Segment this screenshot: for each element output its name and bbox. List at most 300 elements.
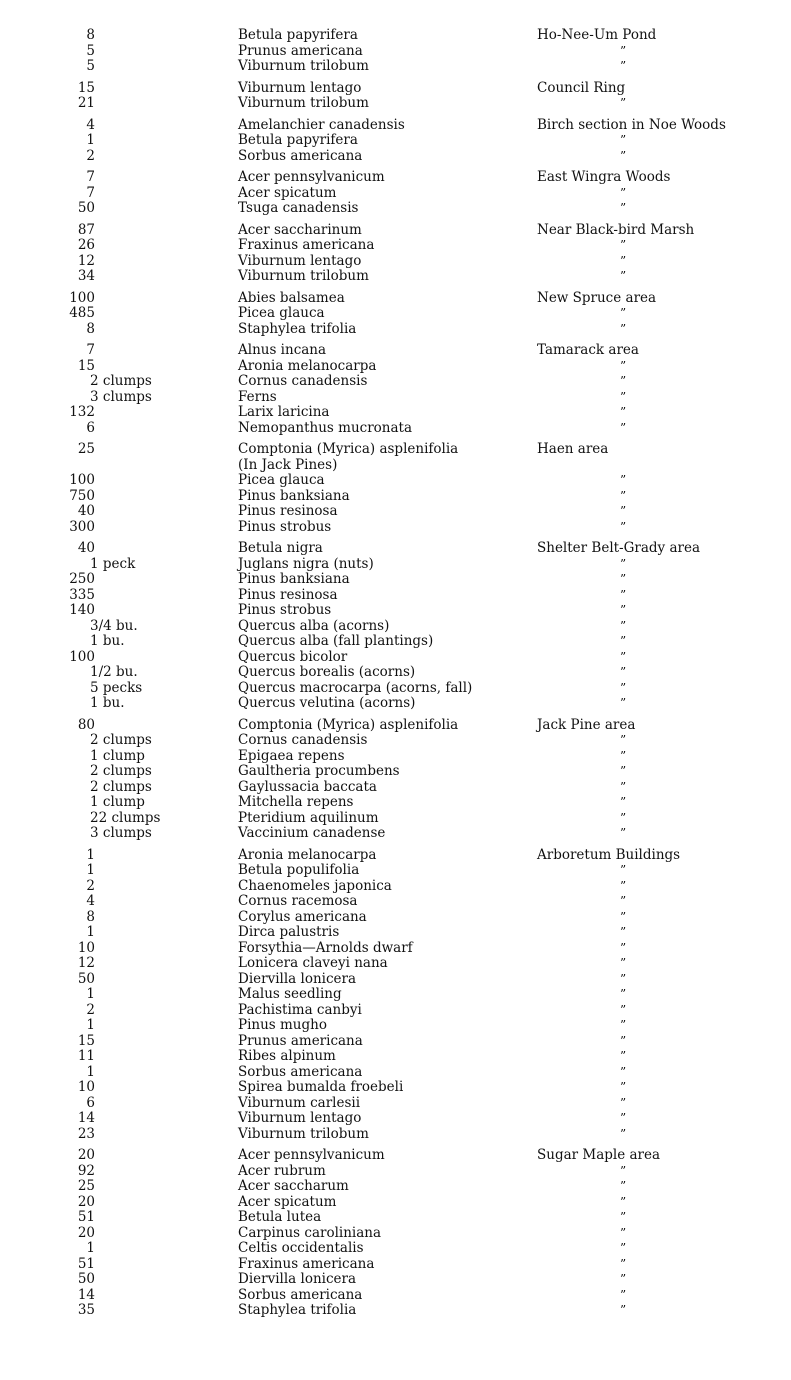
planting-row xyxy=(0,1210,791,1226)
planting-row xyxy=(0,780,791,796)
planting-row xyxy=(0,1111,791,1127)
quantity: 140 xyxy=(69,602,95,618)
quantity: 1 xyxy=(86,1017,95,1033)
species-name: Picea glauca xyxy=(238,305,325,321)
planting-row xyxy=(0,733,791,749)
species-name: Picea glauca xyxy=(238,472,325,488)
ditto-mark: ” xyxy=(620,96,627,110)
species-name: Comptonia (Myrica) asplenifolia xyxy=(238,716,459,733)
ditto-mark: ” xyxy=(620,603,627,617)
species-name: Fraxinus americana xyxy=(238,1255,375,1272)
planting-location: Council Ring xyxy=(537,79,626,96)
planting-location: East Wingra Woods xyxy=(537,169,671,185)
species-name: Acer spicatum xyxy=(238,1193,337,1210)
planting-row xyxy=(0,910,791,926)
species-name: Viburnum trilobum xyxy=(238,268,369,284)
ditto-mark: ” xyxy=(620,649,627,664)
ditto-mark: ” xyxy=(620,733,627,747)
species-name: Alnus incana xyxy=(238,342,327,358)
ditto-mark: ” xyxy=(620,488,627,503)
quantity: 26 xyxy=(77,237,95,253)
planting-row xyxy=(0,894,791,910)
species-name: Quercus borealis (acorns) xyxy=(238,664,416,680)
planting-row xyxy=(0,1164,791,1180)
ditto-mark: ” xyxy=(620,1287,627,1302)
species-name: Pinus resinosa xyxy=(238,503,338,519)
quantity: 2 xyxy=(86,147,95,164)
planting-row xyxy=(0,1127,791,1143)
ditto-mark: ” xyxy=(620,269,627,283)
quantity: 15 xyxy=(77,357,95,374)
planting-row xyxy=(0,826,791,842)
quantity: 2 clumps xyxy=(90,763,152,779)
planting-group xyxy=(0,28,791,75)
ditto-mark: ” xyxy=(620,358,627,373)
quantity: 1 bu. xyxy=(90,633,125,649)
species-name: Acer pennsylvanicum xyxy=(238,169,385,185)
species-name: Prunus americana xyxy=(238,42,363,59)
quantity: 1 xyxy=(86,924,95,940)
planting-row xyxy=(0,405,791,421)
planting-row xyxy=(0,972,791,988)
quantity: 1 clump xyxy=(90,747,145,764)
planting-group xyxy=(0,343,791,436)
quantity: 5 xyxy=(86,42,95,59)
planting-row xyxy=(0,520,791,536)
planting-group xyxy=(0,223,791,285)
species-name: Quercus velutina (acorns) xyxy=(238,695,416,711)
planting-row xyxy=(0,603,791,619)
planting-row xyxy=(0,1148,791,1164)
species-name: Ferns xyxy=(238,388,277,405)
quantity: 1 xyxy=(86,986,95,1002)
species-name: Nemopanthus mucronata xyxy=(238,419,413,436)
ditto-mark: ” xyxy=(620,826,627,840)
planting-group xyxy=(0,1148,791,1319)
species-name: Dirca palustris xyxy=(238,924,340,940)
planting-row xyxy=(0,650,791,666)
planting-row xyxy=(0,254,791,270)
planting-row xyxy=(0,133,791,149)
planting-row xyxy=(0,1195,791,1211)
quantity: 10 xyxy=(77,939,95,956)
ditto-mark: ” xyxy=(620,634,627,648)
planting-location: Haen area xyxy=(537,441,609,457)
ditto-mark: ” xyxy=(620,374,627,388)
quantity: 4 xyxy=(86,893,95,909)
planting-group xyxy=(0,848,791,1143)
quantity: 15 xyxy=(77,79,95,96)
species-name: Pinus strobus xyxy=(238,602,332,618)
species-name: Viburnum trilobum xyxy=(238,95,369,111)
species-name: Betula lutea xyxy=(238,1209,322,1225)
species-name: Carpinus caroliniana xyxy=(238,1224,382,1241)
planting-row xyxy=(0,421,791,437)
species-name: Cornus racemosa xyxy=(238,893,358,909)
planting-row xyxy=(0,458,791,474)
quantity: 5 xyxy=(86,58,95,74)
quantity: 335 xyxy=(69,586,95,603)
quantity: 7 xyxy=(86,169,95,185)
quantity: 1 xyxy=(86,1240,95,1256)
quantity: 3 clumps xyxy=(90,825,152,841)
species-name: Sorbus americana xyxy=(238,147,363,164)
planting-row xyxy=(0,634,791,650)
planting-row xyxy=(0,1241,791,1257)
species-name: Fraxinus americana xyxy=(238,237,375,253)
ditto-mark: ” xyxy=(620,587,627,602)
ditto-mark: ” xyxy=(620,238,627,252)
quantity: 7 xyxy=(86,184,95,201)
ditto-mark: ” xyxy=(620,971,627,986)
quantity: 50 xyxy=(77,200,95,216)
species-name: Larix laricina xyxy=(238,404,330,420)
species-name: Pinus strobus xyxy=(238,518,332,535)
quantity: 20 xyxy=(77,1193,95,1210)
species-name: Staphylea trifolia xyxy=(238,320,357,337)
ditto-mark: ” xyxy=(620,925,627,939)
quantity: 50 xyxy=(77,1271,95,1287)
quantity: 12 xyxy=(77,955,95,971)
planting-row xyxy=(0,557,791,573)
ditto-mark: ” xyxy=(620,665,627,679)
planting-row xyxy=(0,696,791,712)
quantity: 5 pecks xyxy=(90,679,143,696)
planting-row xyxy=(0,619,791,635)
planting-location: Shelter Belt-Grady area xyxy=(537,540,701,556)
ditto-mark: ” xyxy=(620,909,627,924)
ditto-mark: ” xyxy=(620,43,627,58)
quantity: 3 clumps xyxy=(90,388,152,405)
ditto-mark: ” xyxy=(620,863,627,877)
planting-row xyxy=(0,1065,791,1081)
ditto-mark: ” xyxy=(620,473,627,487)
planting-row xyxy=(0,588,791,604)
ditto-mark: ” xyxy=(620,779,627,794)
planting-row xyxy=(0,665,791,681)
ditto-mark: ” xyxy=(620,148,627,163)
species-name: Abies balsamea xyxy=(238,289,345,306)
species-name: Quercus bicolor xyxy=(238,648,348,665)
planting-row xyxy=(0,1303,791,1319)
species-name: Staphylea trifolia xyxy=(238,1302,357,1318)
quantity: 14 xyxy=(77,1286,95,1303)
species-name: Viburnum trilobum xyxy=(238,1125,369,1142)
ditto-mark: ” xyxy=(620,556,627,571)
quantity: 40 xyxy=(77,503,95,519)
species-name: Corylus americana xyxy=(238,908,367,925)
quantity: 1 clump xyxy=(90,794,145,810)
species-name: Viburnum lentago xyxy=(238,79,362,96)
ditto-mark: ” xyxy=(620,1241,627,1255)
planting-group xyxy=(0,291,791,338)
planting-row xyxy=(0,238,791,254)
planting-row xyxy=(0,359,791,375)
planting-row xyxy=(0,306,791,322)
species-name: Acer saccharum xyxy=(238,1178,349,1194)
ditto-mark: ” xyxy=(620,1210,627,1224)
planting-row xyxy=(0,1272,791,1288)
planting-row xyxy=(0,764,791,780)
ditto-mark: ” xyxy=(620,405,627,419)
planting-group xyxy=(0,442,791,535)
quantity: 20 xyxy=(77,1224,95,1241)
quantity: 100 xyxy=(69,648,95,665)
ditto-mark: ” xyxy=(620,894,627,908)
ditto-mark: ” xyxy=(620,680,627,695)
ditto-mark: ” xyxy=(620,572,627,586)
species-name: Spirea bumalda froebeli xyxy=(238,1079,404,1095)
species-name: Viburnum lentago xyxy=(238,1110,362,1126)
quantity: 8 xyxy=(86,320,95,337)
planting-group xyxy=(0,541,791,712)
quantity: 51 xyxy=(77,1209,95,1225)
quantity: 50 xyxy=(77,970,95,987)
species-name: Pinus mugho xyxy=(238,1017,327,1033)
ditto-mark: ” xyxy=(620,59,627,73)
quantity: 6 xyxy=(86,1094,95,1111)
species-name: Prunus americana xyxy=(238,1032,363,1049)
planting-row xyxy=(0,390,791,406)
species-name: Cornus canadensis xyxy=(238,373,368,389)
quantity: 485 xyxy=(69,305,95,321)
quantity: 1 xyxy=(86,862,95,878)
ditto-mark: ” xyxy=(620,1256,627,1271)
species-name: Pteridium aquilinum xyxy=(238,809,379,826)
planting-row xyxy=(0,81,791,97)
ditto-mark: ” xyxy=(620,133,627,147)
planting-row xyxy=(0,1179,791,1195)
species-name: Betula papyrifera xyxy=(238,132,358,148)
species-name: Tsuga canadensis xyxy=(238,200,359,216)
ditto-mark: ” xyxy=(620,253,627,268)
ditto-mark: ” xyxy=(620,185,627,200)
planting-row xyxy=(0,223,791,239)
planting-row xyxy=(0,1003,791,1019)
ditto-mark: ” xyxy=(620,987,627,1001)
quantity: 40 xyxy=(77,540,95,556)
planting-group xyxy=(0,118,791,165)
planting-location: New Spruce area xyxy=(537,289,657,306)
species-name: Vaccinium canadense xyxy=(238,825,386,841)
planting-row xyxy=(0,170,791,186)
species-name: Viburnum trilobum xyxy=(238,58,369,74)
planting-location: Ho-Nee-Um Pond xyxy=(537,27,657,43)
planting-group xyxy=(0,81,791,112)
ditto-mark: ” xyxy=(620,1194,627,1209)
species-name: Sorbus americana xyxy=(238,1286,363,1303)
quantity: 100 xyxy=(69,472,95,488)
quantity: 2 clumps xyxy=(90,732,152,748)
planting-row xyxy=(0,149,791,165)
species-name: (In Jack Pines) xyxy=(238,456,338,473)
ditto-mark: ” xyxy=(620,1303,627,1317)
planting-row xyxy=(0,1257,791,1273)
planting-row xyxy=(0,118,791,134)
planting-row xyxy=(0,795,791,811)
ditto-mark: ” xyxy=(620,1225,627,1240)
species-name: Ribes alpinum xyxy=(238,1048,336,1064)
planting-row xyxy=(0,811,791,827)
quantity: 2 clumps xyxy=(90,778,152,795)
ditto-mark: ” xyxy=(620,795,627,809)
quantity: 1 xyxy=(86,132,95,148)
quantity: 11 xyxy=(77,1048,95,1064)
species-name: Acer saccharinum xyxy=(238,221,362,238)
quantity: 4 xyxy=(86,116,95,133)
planting-row xyxy=(0,442,791,458)
quantity: 12 xyxy=(77,252,95,269)
quantity: 3/4 bu. xyxy=(90,617,138,634)
species-name: Malus seedling xyxy=(238,986,342,1002)
planting-group xyxy=(0,170,791,217)
ditto-mark: ” xyxy=(620,321,627,336)
quantity: 2 clumps xyxy=(90,373,152,389)
species-name: Forsythia—Arnolds dwarf xyxy=(238,939,413,956)
species-name: Diervilla lonicera xyxy=(238,1271,357,1287)
ditto-mark: ” xyxy=(620,306,627,320)
quantity: 300 xyxy=(69,518,95,535)
ditto-mark: ” xyxy=(620,810,627,825)
quantity: 100 xyxy=(69,289,95,306)
quantity: 21 xyxy=(77,95,95,111)
quantity: 7 xyxy=(86,342,95,358)
ditto-mark: ” xyxy=(620,956,627,970)
planting-row xyxy=(0,1096,791,1112)
planting-row xyxy=(0,1034,791,1050)
species-name: Comptonia (Myrica) asplenifolia xyxy=(238,441,459,457)
planting-row xyxy=(0,1049,791,1065)
species-name: Quercus alba (acorns) xyxy=(238,617,390,634)
planting-row xyxy=(0,941,791,957)
quantity: 132 xyxy=(69,404,95,420)
species-name: Mitchella repens xyxy=(238,794,354,810)
quantity: 1/2 bu. xyxy=(90,664,138,680)
planting-row xyxy=(0,504,791,520)
quantity: 23 xyxy=(77,1125,95,1142)
ditto-mark: ” xyxy=(620,1179,627,1193)
planting-location: Tamarack area xyxy=(537,342,639,358)
species-name: Acer spicatum xyxy=(238,184,337,201)
planting-row xyxy=(0,863,791,879)
ditto-mark: ” xyxy=(620,1095,627,1110)
quantity: 22 clumps xyxy=(90,809,161,826)
species-name: Pinus banksiana xyxy=(238,571,350,587)
ditto-mark: ” xyxy=(620,1002,627,1017)
planting-row xyxy=(0,718,791,734)
species-name: Gaultheria procumbens xyxy=(238,763,400,779)
quantity: 14 xyxy=(77,1110,95,1126)
species-name: Pachistima canbyi xyxy=(238,1001,362,1018)
quantity: 15 xyxy=(77,1032,95,1049)
ditto-mark: ” xyxy=(620,389,627,404)
ditto-mark: ” xyxy=(620,1080,627,1094)
ditto-mark: ” xyxy=(620,1018,627,1032)
ditto-mark: ” xyxy=(620,764,627,778)
species-name: Gaylussacia baccata xyxy=(238,778,377,795)
planting-row xyxy=(0,44,791,60)
species-name: Viburnum carlesii xyxy=(238,1094,361,1111)
planting-row xyxy=(0,987,791,1003)
planting-row xyxy=(0,879,791,895)
quantity: 8 xyxy=(86,27,95,43)
planting-row xyxy=(0,956,791,972)
species-name: Aronia melanocarpa xyxy=(238,357,377,374)
quantity: 25 xyxy=(77,1178,95,1194)
planting-row xyxy=(0,291,791,307)
quantity: 10 xyxy=(77,1079,95,1095)
planting-row xyxy=(0,322,791,338)
planting-row xyxy=(0,541,791,557)
planting-row xyxy=(0,749,791,765)
planting-row xyxy=(0,489,791,505)
ditto-mark: ” xyxy=(620,748,627,763)
quantity: 1 xyxy=(86,1063,95,1080)
quantity: 35 xyxy=(77,1302,95,1318)
quantity: 1 peck xyxy=(90,555,136,572)
quantity: 1 bu. xyxy=(90,695,125,711)
species-name: Quercus alba (fall plantings) xyxy=(238,633,434,649)
species-name: Celtis occidentalis xyxy=(238,1240,364,1256)
ditto-mark: ” xyxy=(620,618,627,633)
planting-row xyxy=(0,269,791,285)
species-name: Sorbus americana xyxy=(238,1063,363,1080)
ditto-mark: ” xyxy=(620,504,627,518)
ditto-mark: ” xyxy=(620,1126,627,1141)
species-name: Pinus resinosa xyxy=(238,586,338,603)
quantity: 750 xyxy=(69,487,95,504)
planting-row xyxy=(0,473,791,489)
planting-row xyxy=(0,572,791,588)
quantity: 8 xyxy=(86,908,95,925)
planting-location: Near Black-bird Marsh xyxy=(537,221,695,238)
planting-location: Sugar Maple area xyxy=(537,1147,661,1163)
quantity: 25 xyxy=(77,441,95,457)
species-name: Diervilla lonicera xyxy=(238,970,357,987)
ditto-mark: ” xyxy=(620,940,627,955)
species-name: Quercus macrocarpa (acorns, fall) xyxy=(238,679,473,696)
species-name: Viburnum lentago xyxy=(238,252,362,269)
quantity: 250 xyxy=(69,571,95,587)
quantity: 51 xyxy=(77,1255,95,1272)
ditto-mark: ” xyxy=(620,878,627,893)
ditto-mark: ” xyxy=(620,1272,627,1286)
planting-row xyxy=(0,1226,791,1242)
planting-row xyxy=(0,1288,791,1304)
ditto-mark: ” xyxy=(620,420,627,435)
planting-row xyxy=(0,343,791,359)
planting-row xyxy=(0,1080,791,1096)
planting-row xyxy=(0,925,791,941)
quantity: 80 xyxy=(77,716,95,733)
planting-group xyxy=(0,718,791,842)
ditto-mark: ” xyxy=(620,696,627,710)
species-name: Aronia melanocarpa xyxy=(238,846,377,863)
species-name: Lonicera claveyi nana xyxy=(238,955,388,971)
quantity: 34 xyxy=(77,268,95,284)
planting-location: Arboretum Buildings xyxy=(537,846,681,863)
ditto-mark: ” xyxy=(620,1163,627,1178)
quantity: 6 xyxy=(86,419,95,436)
species-name: Amelanchier canadensis xyxy=(238,116,405,133)
species-name: Acer rubrum xyxy=(238,1162,326,1179)
planting-row xyxy=(0,59,791,75)
species-name: Juglans nigra (nuts) xyxy=(238,555,374,572)
species-name: Epigaea repens xyxy=(238,747,345,764)
planting-row xyxy=(0,201,791,217)
species-name: Chaenomeles japonica xyxy=(238,877,392,894)
planting-row xyxy=(0,96,791,112)
